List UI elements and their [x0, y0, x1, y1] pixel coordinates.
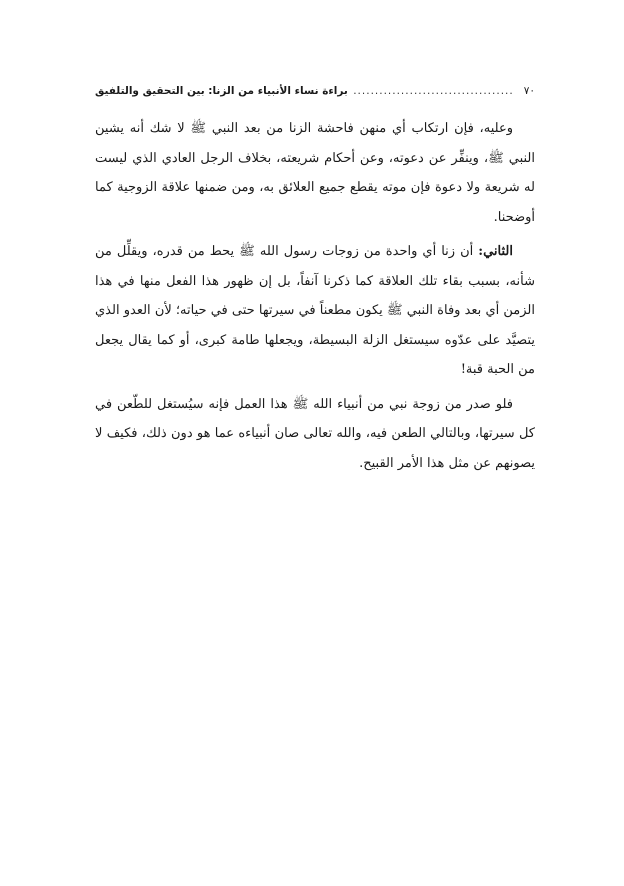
paragraph: [95, 237, 535, 385]
page-number: ٧٠: [523, 85, 535, 97]
paragraph-text: وعليه، فإن ارتكاب أي منهن فاحشة الزنا من بعد النبي ﷺ لا شك أنه يشين النبي ﷺ، وينفِّر عن دعوته، وعن أحكام شريعته، بخلاف الرجل العادي الذي ليست له شريعة ولا دعوة فإن موته يقطع جميع العلائق به، ومن ضمنها علاقة الزوجية كما أوضحنا.: [95, 121, 535, 225]
paragraph-text: فلو صدر من زوجة نبي من أنبياء الله ﷺ هذا العمل فإنه سيُستغل للطّعن في كل سيرتها، وبالتالي الطعن فيه، والله تعالى صان أنبياءه عما هو دون ذلك، فكيف لا يصونهم عن مثل هذا الأمر القبيح.: [95, 396, 535, 471]
paragraph-lead: الثاني:: [478, 244, 513, 259]
paragraph: [95, 114, 535, 232]
paragraph-text: أن زنا أي واحدة من زوجات رسول الله ﷺ يحط من قدره، ويقلِّل من شأنه، بسبب بقاء تلك العلاقة كما ذكرنا آنفاً، بل إن ظهور هذا الفعل منها في هذا الزمن أي بعد وفاة النبي ﷺ يكون مطعناً في سيرتها حتى في حياته؛ لأن العدو الذي يتصيَّد على عدّوه سيستغل الزلة البسيطة، ويجعلها طامة كبرى، أو كما يقال يجعل من الحبة قبة!: [95, 244, 535, 377]
leader-dots: [352, 85, 514, 97]
body-text: [95, 114, 535, 483]
running-title: براءة نساء الأنبياء من الزنا: بين التحقيق والتلفيق: [95, 85, 348, 97]
paragraph: [95, 390, 535, 479]
running-header: [95, 80, 535, 102]
